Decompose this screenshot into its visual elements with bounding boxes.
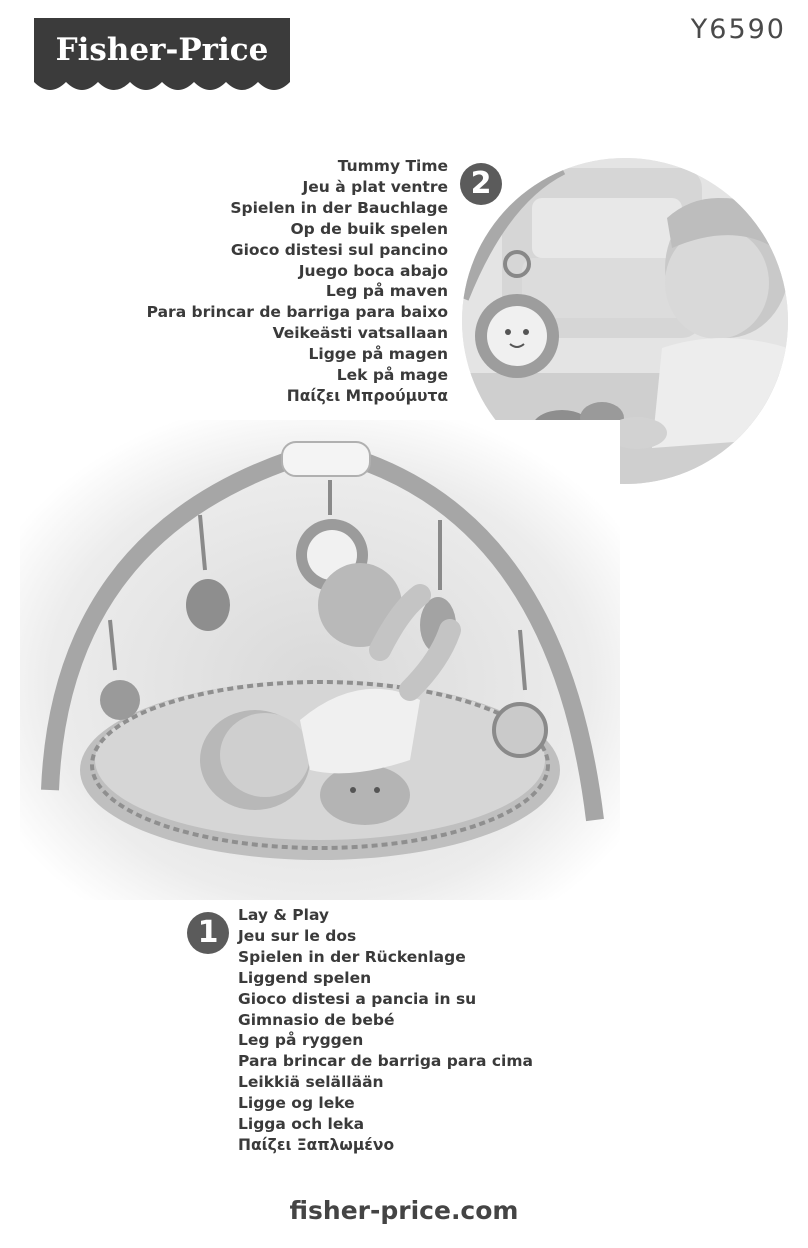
lay-and-play-label: Lay & Play <box>238 906 330 924</box>
tummy-time-label: Veikeästi vatsallaan <box>272 324 448 343</box>
lay-and-play-label: Leg på ryggen <box>238 1031 364 1050</box>
tummy-time-label: Gioco distesi sul pancino <box>230 240 448 259</box>
lay-and-play-photo <box>20 420 620 900</box>
lay-and-play-label: Ligge og leke <box>238 1094 355 1113</box>
tummy-time-label: Juego boca abajo <box>298 261 448 280</box>
lay-and-play-label: Παίζει Ξαπλωμένο <box>238 1135 395 1154</box>
lay-and-play-label: Gioco distesi a pancia in su <box>238 989 477 1008</box>
brand-name: Fisher-Price <box>55 32 269 68</box>
lay-and-play-label: Gimnasio de bebé <box>238 1010 395 1029</box>
brand-logo <box>34 18 290 98</box>
tummy-time-label: Jeu à plat ventre <box>302 177 448 196</box>
model-number: Y6590 <box>690 14 786 45</box>
play-gym-illustration <box>20 420 620 900</box>
tummy-time-label: Leg på maven <box>325 282 448 301</box>
tummy-time-label: Ligge på magen <box>308 345 448 364</box>
lay-and-play-labels <box>238 905 533 1156</box>
lay-and-play-label: Jeu sur le dos <box>238 926 357 945</box>
website-url[interactable]: fisher-price.com <box>289 1196 519 1225</box>
tummy-time-label: Para brincar de barriga para baixo <box>146 303 448 322</box>
tummy-time-label: Op de buik spelen <box>290 219 448 238</box>
lay-and-play-label: Leikkiä selällään <box>238 1073 384 1092</box>
step-1-badge: 1 <box>187 912 229 954</box>
lay-and-play-label: Spielen in der Rückenlage <box>238 947 466 966</box>
lay-and-play-label: Para brincar de barriga para cima <box>238 1052 533 1071</box>
tummy-time-labels <box>147 156 448 407</box>
tummy-time-label: Spielen in der Bauchlage <box>230 198 448 217</box>
step-2-badge: 2 <box>460 163 502 205</box>
lay-and-play-label: Ligga och leka <box>238 1115 365 1134</box>
tummy-time-label: Lek på mage <box>336 366 448 385</box>
lay-and-play-label: Liggend spelen <box>238 968 372 987</box>
tummy-time-label: Παίζει Μπρούμυτα <box>286 386 448 405</box>
tummy-time-label: Tummy Time <box>337 157 448 175</box>
